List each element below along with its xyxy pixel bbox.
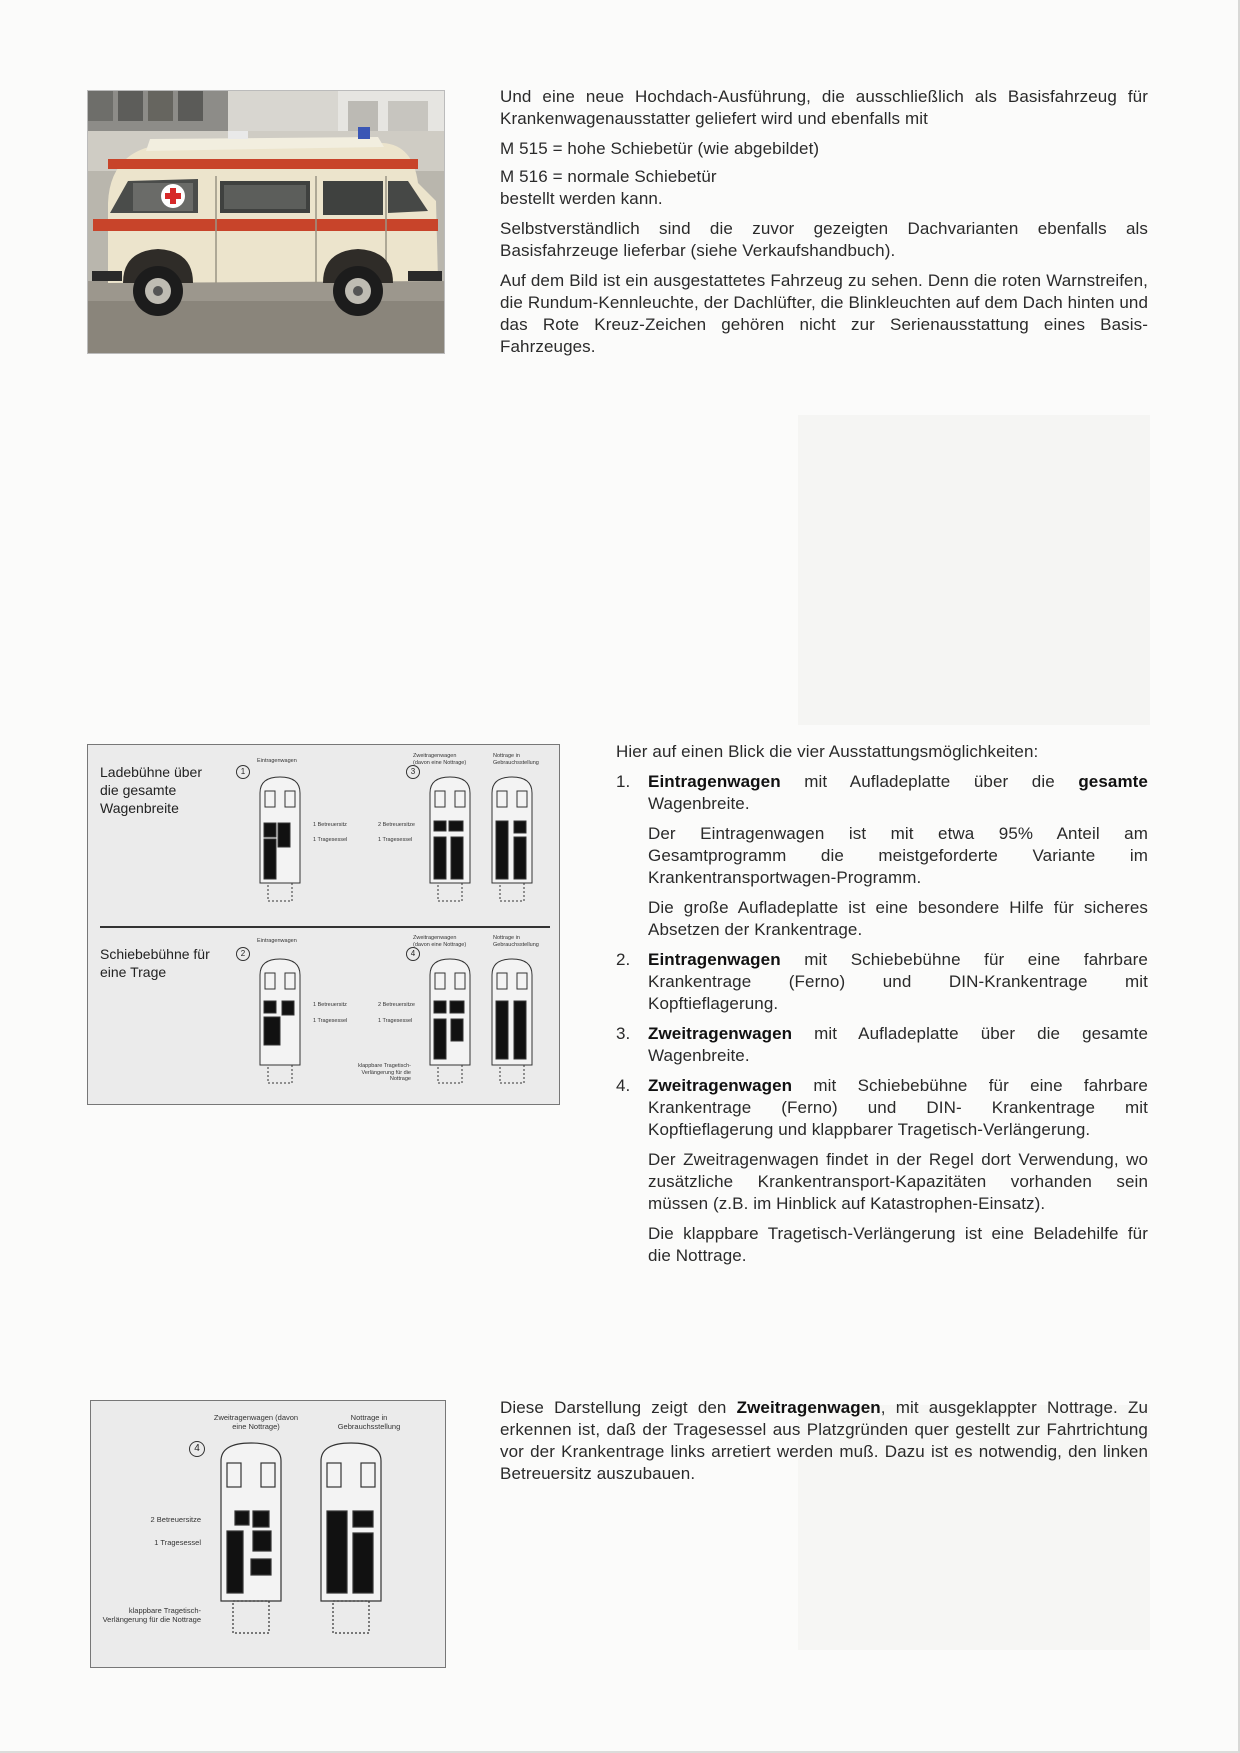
diagram-label-schiebebuehne: Schiebebühne für eine Trage: [100, 946, 210, 980]
final-paragraph: [500, 1397, 1148, 1485]
final-text: Diese Darstellung zeigt den: [500, 1398, 737, 1417]
option-text: mit Schiebebühne für eine fahrbare Krankentrage (Ferno) und DIN- Krankentrage mit Kopftieflagerung und klappbarer Tragetisch-Verlängerung.: [648, 1076, 1148, 1139]
option-text: mit Aufladeplatte über die: [780, 772, 1079, 791]
variant-number: 4: [406, 947, 420, 961]
option-m515: M 515 = hohe Schiebetür (wie abgebildet): [500, 139, 820, 158]
plan-caption: Nottrage in Gebrauchsstellung: [493, 753, 539, 766]
variant-number: 2: [236, 947, 250, 961]
plan-legend: 1 Tragesessel: [313, 1018, 348, 1024]
plan-legend: 1 Tragesessel: [378, 837, 413, 843]
option-title: Eintragenwagen: [648, 950, 781, 969]
option-description: Die große Aufladeplatte ist eine besondere Hilfe für sicheres Absetzen der Krankentrage.: [648, 898, 1148, 939]
intro-paragraph: Und eine neue Hochdach-Ausführung, die ausschließlich als Basisfahrzeug für Krankenwagenausstatter geliefert wird und ebenfalls mit: [500, 87, 1148, 128]
floor-plan-icon: [88, 745, 559, 1104]
option-description: Der Zweitragenwagen findet in der Regel dort Verwendung, wo zusätzliche Krankentransport-Kapazitäten vorhanden sein müssen (z.B. im Hinblick auf Katastrophen-Einsatz).: [648, 1150, 1148, 1213]
background-shade: [798, 415, 1150, 725]
plan-caption: Eintragenwagen: [257, 758, 297, 764]
option-description: Die klappbare Tragetisch-Verlängerung ist eine Beladehilfe für die Nottrage.: [648, 1224, 1148, 1265]
plan-caption: Zweitragenwagen (davon eine Nottrage): [413, 753, 467, 766]
list-item: [616, 1023, 1148, 1067]
list-number: 3.: [616, 1024, 631, 1043]
floor-plan-diagram-variants: [87, 744, 560, 1105]
option-text: mit Schiebebühne für eine fahrbare Krankentrage (Ferno) und DIN-Krankentrage mit Kopftieflagerung.: [648, 950, 1148, 1013]
option-text: Wagenbreite.: [648, 794, 750, 813]
list-number: 4.: [616, 1076, 631, 1095]
list-item: [616, 771, 1148, 941]
option-description: Der Eintragenwagen ist mit etwa 95% Anteil am Gesamtprogramm die meistgeforderte Variante im Krankentransportwagen-Programm.: [648, 824, 1148, 887]
floor-plan-icon: [91, 1401, 445, 1667]
option-m516: M 516 = normale Schiebetür: [500, 167, 717, 186]
plan-caption: Zweitragenwagen (davon eine Nottrage): [213, 1413, 299, 1431]
plan-legend: 1 Tragesessel: [313, 837, 348, 843]
plan-legend: 1 Betreuersitz: [313, 822, 347, 828]
plan-legend: 1 Tragesessel: [154, 1538, 201, 1547]
plan-legend: 2 Betreuersitze: [378, 822, 415, 828]
variant-number: 4: [189, 1441, 205, 1457]
intro-paragraph: Auf dem Bild ist ein ausgestattetes Fahrzeug zu sehen. Denn die roten Warnstreifen, die Rundum-Kennleuchte, der Dachlüfter, die Blinkleuchten auf dem Dach hinten und das Rote Kreuz-Zeichen gehören nicht zur Serienausstattung eines Basis-Fahrzeuges.: [500, 271, 1148, 356]
plan-legend: 2 Betreuersitze: [150, 1515, 201, 1524]
plan-caption: Nottrage in Gebrauchsstellung: [337, 1413, 401, 1431]
variant-number: 3: [406, 765, 420, 779]
ambulance-van-photo: [87, 90, 445, 354]
plan-legend: klappbare Tragetisch-Verlängerung für die Nottrage: [102, 1606, 201, 1624]
list-number: 1.: [616, 772, 631, 791]
plan-caption: Eintragenwagen: [257, 938, 297, 944]
intro-paragraph: Selbstverständlich sind die zuvor gezeigten Dachvarianten ebenfalls als Basisfahrzeuge lieferbar (siehe Verkaufshandbuch).: [500, 219, 1148, 260]
variant-number: 1: [236, 765, 250, 779]
option-emphasis: gesamte: [1078, 772, 1148, 791]
intro-order-note: bestellt werden kann.: [500, 189, 663, 208]
options-text-block: [616, 741, 1148, 1275]
intro-text-block: [500, 86, 1148, 366]
list-item: [616, 1075, 1148, 1267]
option-title: Zweitragenwagen: [648, 1076, 793, 1095]
plan-legend: klappbare Tragetisch-Verlängerung für die Nottrage: [358, 1063, 411, 1082]
list-item: [616, 949, 1148, 1015]
option-title: Eintragenwagen: [648, 772, 781, 791]
plan-legend: 1 Tragesessel: [378, 1018, 413, 1024]
plan-caption: Zweitragenwagen (davon eine Nottrage): [413, 935, 467, 948]
option-text: mit Aufladeplatte über die gesamte Wagenbreite.: [648, 1024, 1148, 1065]
option-title: Zweitragenwagen: [648, 1024, 793, 1043]
options-list: [616, 771, 1148, 1267]
diagram-label-ladebuehne: Ladebühne über die gesamte Wagenbreite: [100, 764, 202, 816]
plan-legend: 2 Betreuersitze: [378, 1002, 415, 1008]
final-text-block: [500, 1397, 1148, 1493]
floor-plan-diagram-zweitragen: [90, 1400, 446, 1668]
options-intro: Hier auf einen Blick die vier Ausstattungsmöglichkeiten:: [616, 742, 1039, 761]
list-number: 2.: [616, 950, 631, 969]
final-emphasis: Zweitragenwagen: [736, 1398, 881, 1417]
plan-caption: Nottrage in Gebrauchsstellung: [493, 935, 539, 948]
plan-legend: 1 Betreuersitz: [313, 1002, 347, 1008]
final-text: , mit ausgeklappter Nottrage. Zu erkennen ist, daß der Tragesessel aus Platzgründen quer gestellt zur Fahrtrichtung vor der Krankentrage links arretiert werden muß. Dazu ist es notwendig, den linken Betreuersitz auszubauen.: [500, 1398, 1148, 1483]
